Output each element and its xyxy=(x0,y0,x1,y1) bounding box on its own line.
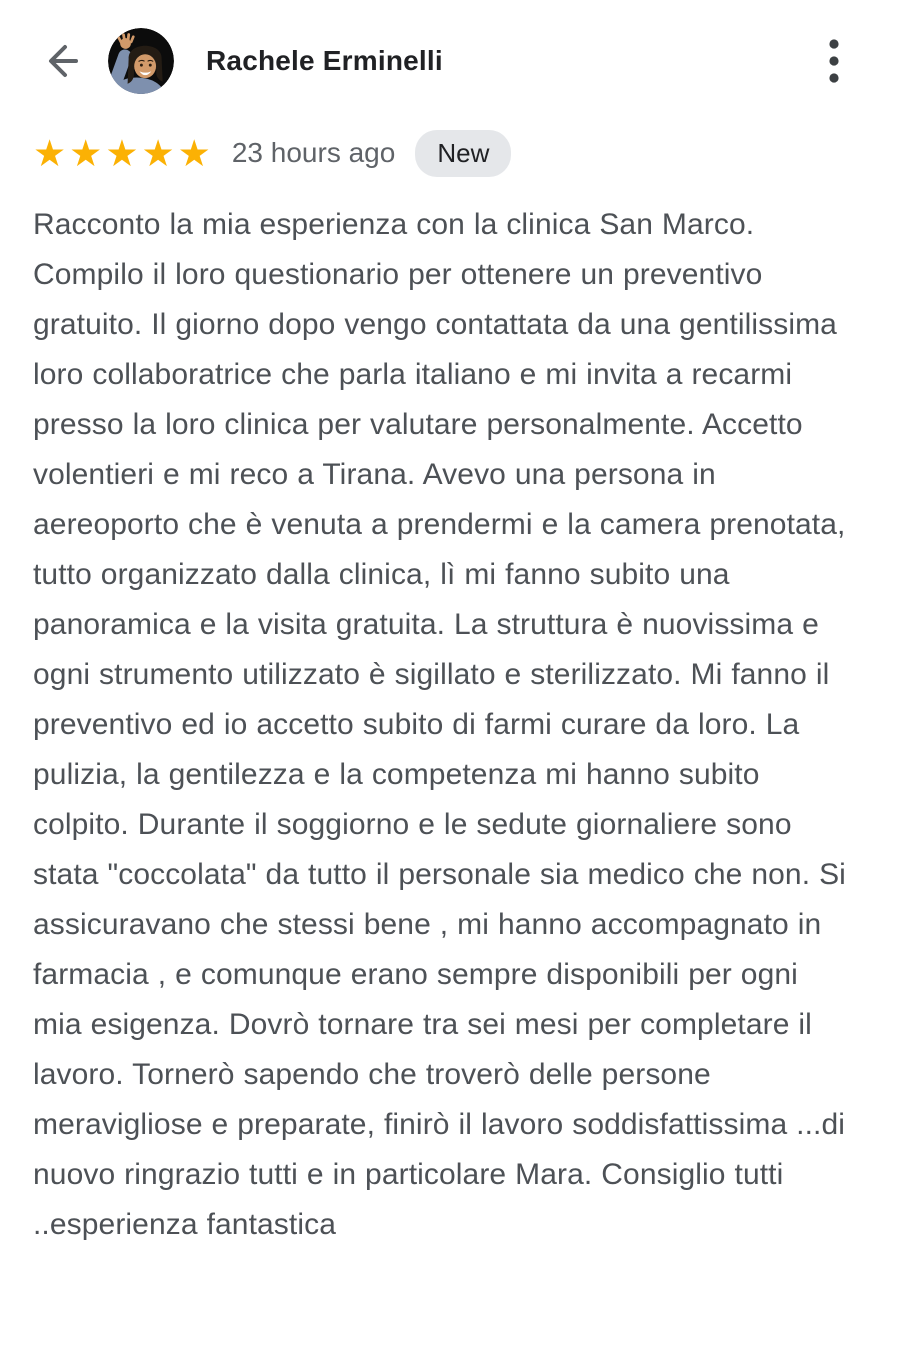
star-rating: ★★★★★ xyxy=(33,131,214,175)
review-text: Racconto la mia esperienza con la clinica San Marco. Compilo il loro questionario per ottenere un preventivo gratuito. Il giorno dopo vengo contattata da una gentilissima loro collaboratrice che parla italiano e mi invita a recarmi presso la loro clinica per valutare personalmente. Accetto volentieri e mi reco a Tirana. Avevo una persona in aereoporto che è venuta a prendermi e la camera prenotata, tutto organizzato dalla clinica, lì mi fanno subito una panoramica e la visita gratuita. La struttura è nuovissima e ogni strumento utilizzato è sigillato e sterilizzato. Mi fanno il preventivo ed io accetto subito di farmi curare da loro. La pulizia, la gentilezza e la competenza mi hanno subito colpito. Durante il soggiorno e le sedute giornaliere sono stata "coccolata" da tutto il personale sia medico che non. Si assicuravano che stessi bene , mi hanno accompagnato in farmacia , e comunque erano sempre disponibili per ogni mia esigenza. Dovrò tornare tra sei mesi per completare il lavoro. Tornerò sapendo che troverò delle persone meravigliose e preparate, finirò il lavoro soddisfattissima ...di nuovo ringrazio tutti e in particolare Mara. Consiglio tutti ..esperienza fantastica xyxy=(33,208,846,1241)
memoji-avatar-icon xyxy=(108,28,174,94)
top-bar xyxy=(0,0,900,96)
back-button[interactable] xyxy=(38,39,82,83)
more-options-button[interactable] xyxy=(812,34,856,88)
review-timestamp: 23 hours ago xyxy=(231,137,396,168)
rating-row xyxy=(0,130,900,176)
arrow-left-icon xyxy=(41,42,79,80)
new-badge: New xyxy=(415,130,511,177)
avatar[interactable] xyxy=(108,28,174,94)
reviewer-name: Rachele Erminelli xyxy=(206,45,443,76)
three-dot-menu-icon xyxy=(828,38,840,84)
